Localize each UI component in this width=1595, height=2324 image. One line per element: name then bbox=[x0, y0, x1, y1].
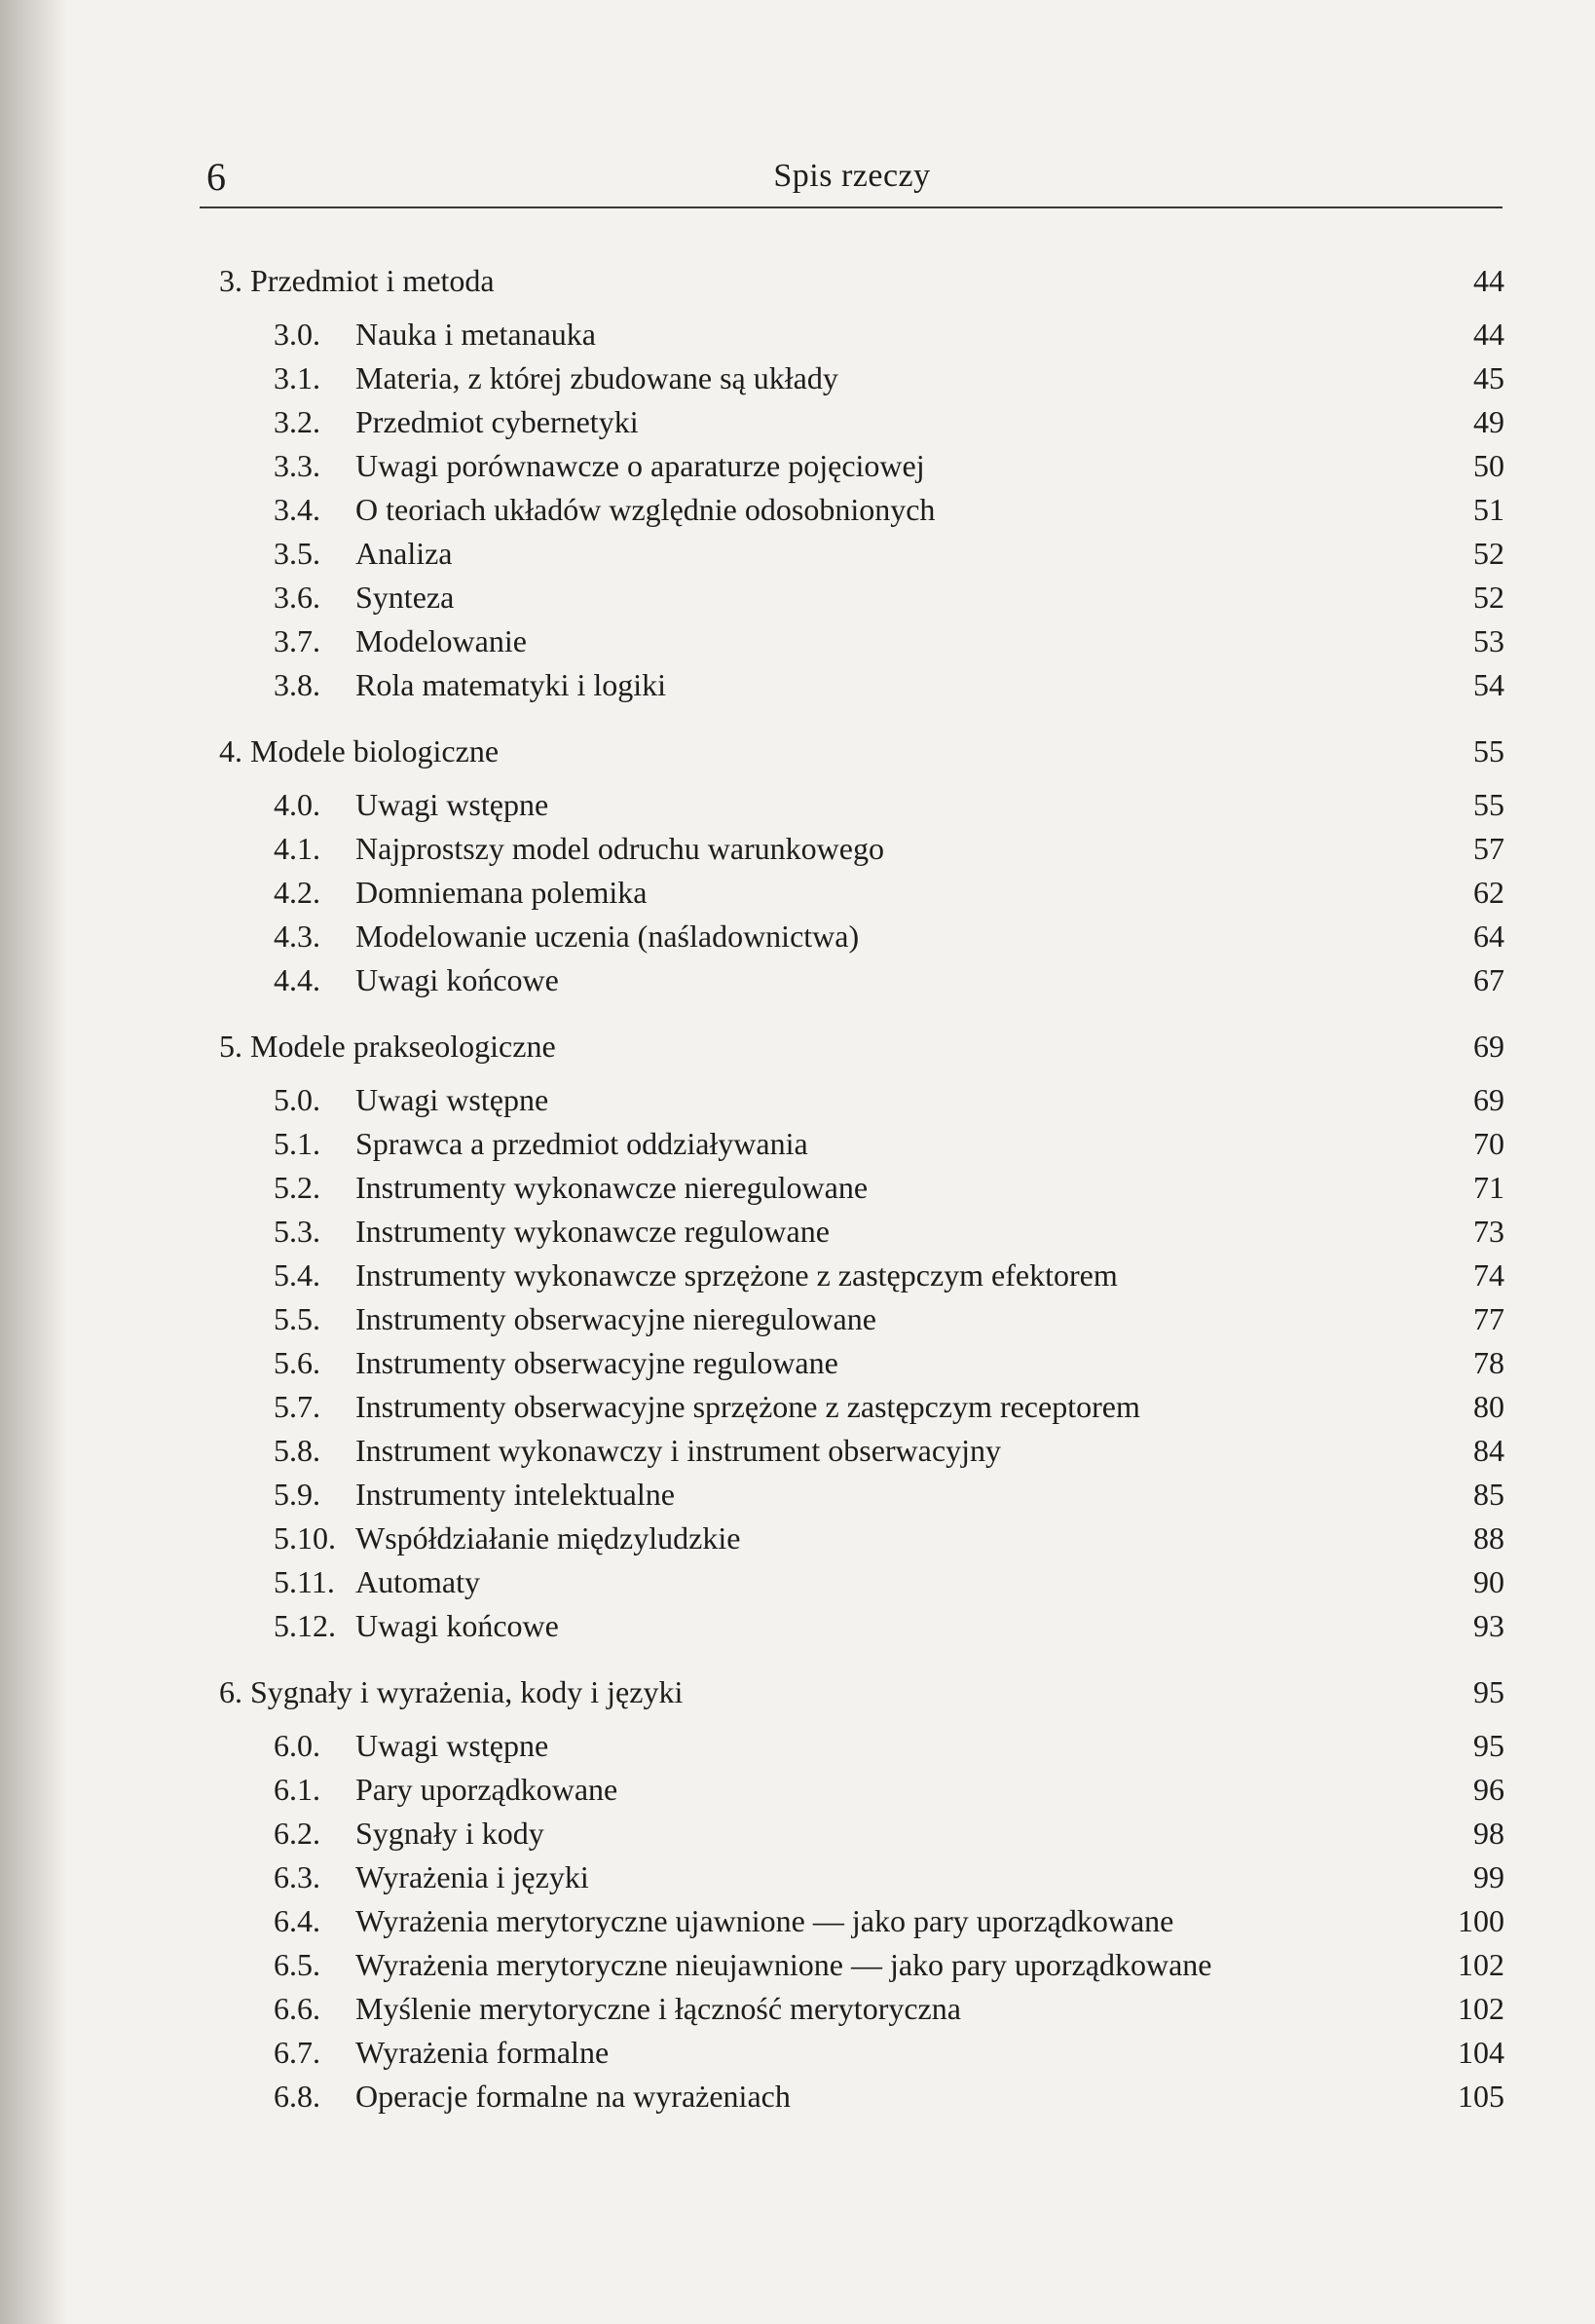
section-title: Uwagi wstępne bbox=[355, 787, 549, 822]
section-number: 5.8. bbox=[274, 1433, 320, 1468]
section-title: Domniemana polemika bbox=[355, 875, 648, 910]
section-page-number: 84 bbox=[1473, 1433, 1504, 1468]
section-entry[interactable] bbox=[219, 1517, 1504, 1560]
section-page-number: 52 bbox=[1473, 580, 1504, 615]
section-entry[interactable] bbox=[219, 1943, 1504, 1987]
section-page-number: 50 bbox=[1473, 448, 1504, 483]
chapter-entry[interactable] bbox=[219, 1668, 1504, 1716]
section-entry[interactable] bbox=[219, 958, 1504, 1002]
section-number: 6.7. bbox=[274, 2035, 320, 2070]
section-number: 6.2. bbox=[274, 1816, 320, 1851]
section-title: Myślenie merytoryczne i łączność merytoryczna bbox=[355, 1991, 961, 2026]
chapter-entry[interactable] bbox=[219, 1022, 1504, 1070]
page-header bbox=[204, 154, 1500, 212]
section-number: 3.8. bbox=[274, 667, 320, 702]
section-number: 6.1. bbox=[274, 1772, 320, 1807]
section-title: Uwagi końcowe bbox=[355, 962, 559, 997]
section-title: Wyrażenia formalne bbox=[355, 2035, 610, 2070]
section-entry[interactable] bbox=[219, 915, 1504, 958]
section-title: Automaty bbox=[355, 1564, 480, 1599]
section-title: Uwagi porównawcze o aparaturze pojęciowej bbox=[355, 448, 925, 483]
section-title: Współdziałanie międzyludzkie bbox=[355, 1520, 741, 1556]
section-entry[interactable] bbox=[219, 1812, 1504, 1855]
section-title: Instrumenty obserwacyjne sprzężone z zastępczym receptorem bbox=[355, 1389, 1140, 1424]
section-entry[interactable] bbox=[219, 783, 1504, 827]
section-title: Modelowanie uczenia (naśladownictwa) bbox=[355, 918, 860, 954]
section-title: O teoriach układów względnie odosobnionych bbox=[355, 492, 936, 527]
section-page-number: 73 bbox=[1473, 1214, 1504, 1249]
section-title: Modelowanie bbox=[355, 623, 527, 658]
section-title: Wyrażenia merytoryczne nieujawnione — jako pary uporządkowane bbox=[355, 1947, 1212, 1982]
section-page-number: 90 bbox=[1473, 1564, 1504, 1599]
chapter-title: 5. Modele prakseologiczne bbox=[219, 1029, 556, 1064]
section-number: 5.1. bbox=[274, 1126, 320, 1161]
chapter-page-number: 69 bbox=[1473, 1029, 1504, 1064]
section-page-number: 52 bbox=[1473, 536, 1504, 571]
section-title: Operacje formalne na wyrażeniach bbox=[355, 2079, 791, 2114]
toc-chapter bbox=[219, 1022, 1504, 1648]
section-page-number: 53 bbox=[1473, 623, 1504, 658]
section-number: 3.6. bbox=[274, 580, 320, 615]
chapter-entry[interactable] bbox=[219, 727, 1504, 775]
section-number: 5.4. bbox=[274, 1257, 320, 1293]
section-number: 6.6. bbox=[274, 1991, 320, 2026]
section-number: 3.5. bbox=[274, 536, 320, 571]
page-edge-shadow bbox=[0, 0, 68, 2324]
section-number: 3.1. bbox=[274, 360, 320, 395]
section-title: Sygnały i kody bbox=[355, 1816, 544, 1851]
section-entry[interactable] bbox=[219, 1768, 1504, 1812]
section-page-number: 69 bbox=[1473, 1082, 1504, 1117]
section-title: Instrumenty wykonawcze sprzężone z zastępczym efektorem bbox=[355, 1257, 1118, 1293]
section-title: Synteza bbox=[355, 580, 455, 615]
section-entry[interactable] bbox=[219, 313, 1504, 356]
section-entry[interactable] bbox=[219, 1724, 1504, 1768]
section-number: 5.3. bbox=[274, 1214, 320, 1249]
section-page-number: 70 bbox=[1473, 1126, 1504, 1161]
section-page-number: 100 bbox=[1458, 1903, 1504, 1938]
section-number: 5.10. bbox=[274, 1520, 336, 1556]
section-page-number: 78 bbox=[1473, 1345, 1504, 1380]
section-number: 6.8. bbox=[274, 2079, 320, 2114]
section-number: 5.0. bbox=[274, 1082, 320, 1117]
section-title: Najprostszy model odruchu warunkowego bbox=[355, 831, 884, 866]
section-entry[interactable] bbox=[219, 1899, 1504, 1943]
section-page-number: 54 bbox=[1473, 667, 1504, 702]
section-number: 6.3. bbox=[274, 1859, 320, 1894]
section-page-number: 51 bbox=[1473, 492, 1504, 527]
section-page-number: 67 bbox=[1473, 962, 1504, 997]
section-number: 5.11. bbox=[274, 1564, 335, 1599]
section-number: 5.9. bbox=[274, 1477, 320, 1512]
section-title: Instrumenty obserwacyjne regulowane bbox=[355, 1345, 838, 1380]
section-title: Analiza bbox=[355, 536, 453, 571]
section-title: Nauka i metanauka bbox=[355, 317, 596, 352]
section-entry[interactable] bbox=[219, 356, 1504, 400]
running-title: Spis rzeczy bbox=[773, 158, 931, 194]
section-number: 6.4. bbox=[274, 1903, 320, 1938]
section-entry[interactable] bbox=[219, 1341, 1504, 1385]
section-page-number: 98 bbox=[1473, 1816, 1504, 1851]
section-entry[interactable] bbox=[219, 532, 1504, 576]
toc-chapter bbox=[219, 727, 1504, 1002]
section-number: 4.1. bbox=[274, 831, 320, 866]
section-title: Instrumenty wykonawcze regulowane bbox=[355, 1214, 830, 1249]
section-number: 5.2. bbox=[274, 1170, 320, 1205]
section-number: 3.7. bbox=[274, 623, 320, 658]
section-page-number: 93 bbox=[1473, 1608, 1504, 1643]
section-entry[interactable] bbox=[219, 663, 1504, 707]
header-rule bbox=[200, 206, 1502, 208]
section-entry[interactable] bbox=[219, 1210, 1504, 1254]
section-page-number: 45 bbox=[1473, 360, 1504, 395]
section-title: Sprawca a przedmiot oddziaływania bbox=[355, 1126, 808, 1161]
section-number: 4.4. bbox=[274, 962, 320, 997]
section-page-number: 105 bbox=[1458, 2079, 1504, 2114]
chapter-page-number: 44 bbox=[1473, 263, 1504, 298]
chapter-entry[interactable] bbox=[219, 256, 1504, 305]
section-title: Rola matematyki i logiki bbox=[355, 667, 667, 702]
section-title: Wyrażenia merytoryczne ujawnione — jako pary uporządkowane bbox=[355, 1903, 1174, 1938]
section-entry[interactable] bbox=[219, 1855, 1504, 1899]
section-title: Materia, z której zbudowane są układy bbox=[355, 360, 838, 395]
section-number: 3.0. bbox=[274, 317, 320, 352]
section-page-number: 62 bbox=[1473, 875, 1504, 910]
section-page-number: 99 bbox=[1473, 1859, 1504, 1894]
section-entry[interactable] bbox=[219, 400, 1504, 444]
section-page-number: 64 bbox=[1473, 918, 1504, 954]
section-page-number: 85 bbox=[1473, 1477, 1504, 1512]
section-entry[interactable] bbox=[219, 2031, 1504, 2075]
section-page-number: 57 bbox=[1473, 831, 1504, 866]
section-page-number: 44 bbox=[1473, 317, 1504, 352]
section-number: 3.2. bbox=[274, 404, 320, 439]
section-page-number: 96 bbox=[1473, 1772, 1504, 1807]
section-page-number: 95 bbox=[1473, 1728, 1504, 1763]
section-page-number: 88 bbox=[1473, 1520, 1504, 1556]
section-title: Wyrażenia i języki bbox=[355, 1859, 589, 1894]
section-number: 5.5. bbox=[274, 1301, 320, 1336]
chapter-page-number: 95 bbox=[1473, 1674, 1504, 1709]
section-title: Uwagi wstępne bbox=[355, 1082, 549, 1117]
section-number: 5.6. bbox=[274, 1345, 320, 1380]
section-entry[interactable] bbox=[219, 871, 1504, 915]
section-entry[interactable] bbox=[219, 1987, 1504, 2031]
section-entry[interactable] bbox=[219, 1122, 1504, 1166]
section-title: Instrumenty obserwacyjne nieregulowane bbox=[355, 1301, 876, 1336]
section-entry[interactable] bbox=[219, 1560, 1504, 1604]
toc-chapter bbox=[219, 1668, 1504, 2118]
section-page-number: 55 bbox=[1473, 787, 1504, 822]
toc-chapter bbox=[219, 256, 1504, 707]
chapter-page-number: 55 bbox=[1473, 733, 1504, 768]
section-number: 3.3. bbox=[274, 448, 320, 483]
section-entry[interactable] bbox=[219, 827, 1504, 871]
section-entry[interactable] bbox=[219, 576, 1504, 619]
section-number: 6.0. bbox=[274, 1728, 320, 1763]
section-entry[interactable] bbox=[219, 2075, 1504, 2118]
section-entry[interactable] bbox=[219, 1254, 1504, 1297]
section-title: Instrument wykonawczy i instrument obserwacyjny bbox=[355, 1433, 1001, 1468]
section-entry[interactable] bbox=[219, 1473, 1504, 1517]
page-number: 6 bbox=[206, 155, 226, 199]
section-number: 6.5. bbox=[274, 1947, 320, 1982]
chapter-title: 3. Przedmiot i metoda bbox=[219, 263, 495, 298]
section-entry[interactable] bbox=[219, 1604, 1504, 1648]
section-entry[interactable] bbox=[219, 619, 1504, 663]
section-number: 4.0. bbox=[274, 787, 320, 822]
section-number: 5.7. bbox=[274, 1389, 320, 1424]
section-entry[interactable] bbox=[219, 444, 1504, 488]
section-page-number: 102 bbox=[1458, 1991, 1504, 2026]
section-page-number: 102 bbox=[1458, 1947, 1504, 1982]
chapter-title: 4. Modele biologiczne bbox=[219, 733, 500, 768]
section-page-number: 74 bbox=[1473, 1257, 1504, 1293]
section-entry[interactable] bbox=[219, 1429, 1504, 1473]
section-title: Instrumenty wykonawcze nieregulowane bbox=[355, 1170, 869, 1205]
section-page-number: 104 bbox=[1458, 2035, 1504, 2070]
section-entry[interactable] bbox=[219, 1297, 1504, 1341]
section-title: Instrumenty intelektualne bbox=[355, 1477, 675, 1512]
section-number: 4.3. bbox=[274, 918, 320, 954]
table-of-contents bbox=[219, 256, 1504, 2138]
section-title: Pary uporządkowane bbox=[355, 1772, 618, 1807]
section-page-number: 80 bbox=[1473, 1389, 1504, 1424]
section-title: Uwagi końcowe bbox=[355, 1608, 559, 1643]
section-entry[interactable] bbox=[219, 1166, 1504, 1210]
section-entry[interactable] bbox=[219, 488, 1504, 532]
section-number: 5.12. bbox=[274, 1608, 336, 1643]
section-entry[interactable] bbox=[219, 1385, 1504, 1429]
chapter-title: 6. Sygnały i wyrażenia, kody i języki bbox=[219, 1674, 684, 1709]
section-title: Uwagi wstępne bbox=[355, 1728, 549, 1763]
section-number: 3.4. bbox=[274, 492, 320, 527]
section-title: Przedmiot cybernetyki bbox=[355, 404, 639, 439]
section-page-number: 77 bbox=[1473, 1301, 1504, 1336]
section-page-number: 49 bbox=[1473, 404, 1504, 439]
section-number: 4.2. bbox=[274, 875, 320, 910]
section-entry[interactable] bbox=[219, 1078, 1504, 1122]
section-page-number: 71 bbox=[1473, 1170, 1504, 1205]
